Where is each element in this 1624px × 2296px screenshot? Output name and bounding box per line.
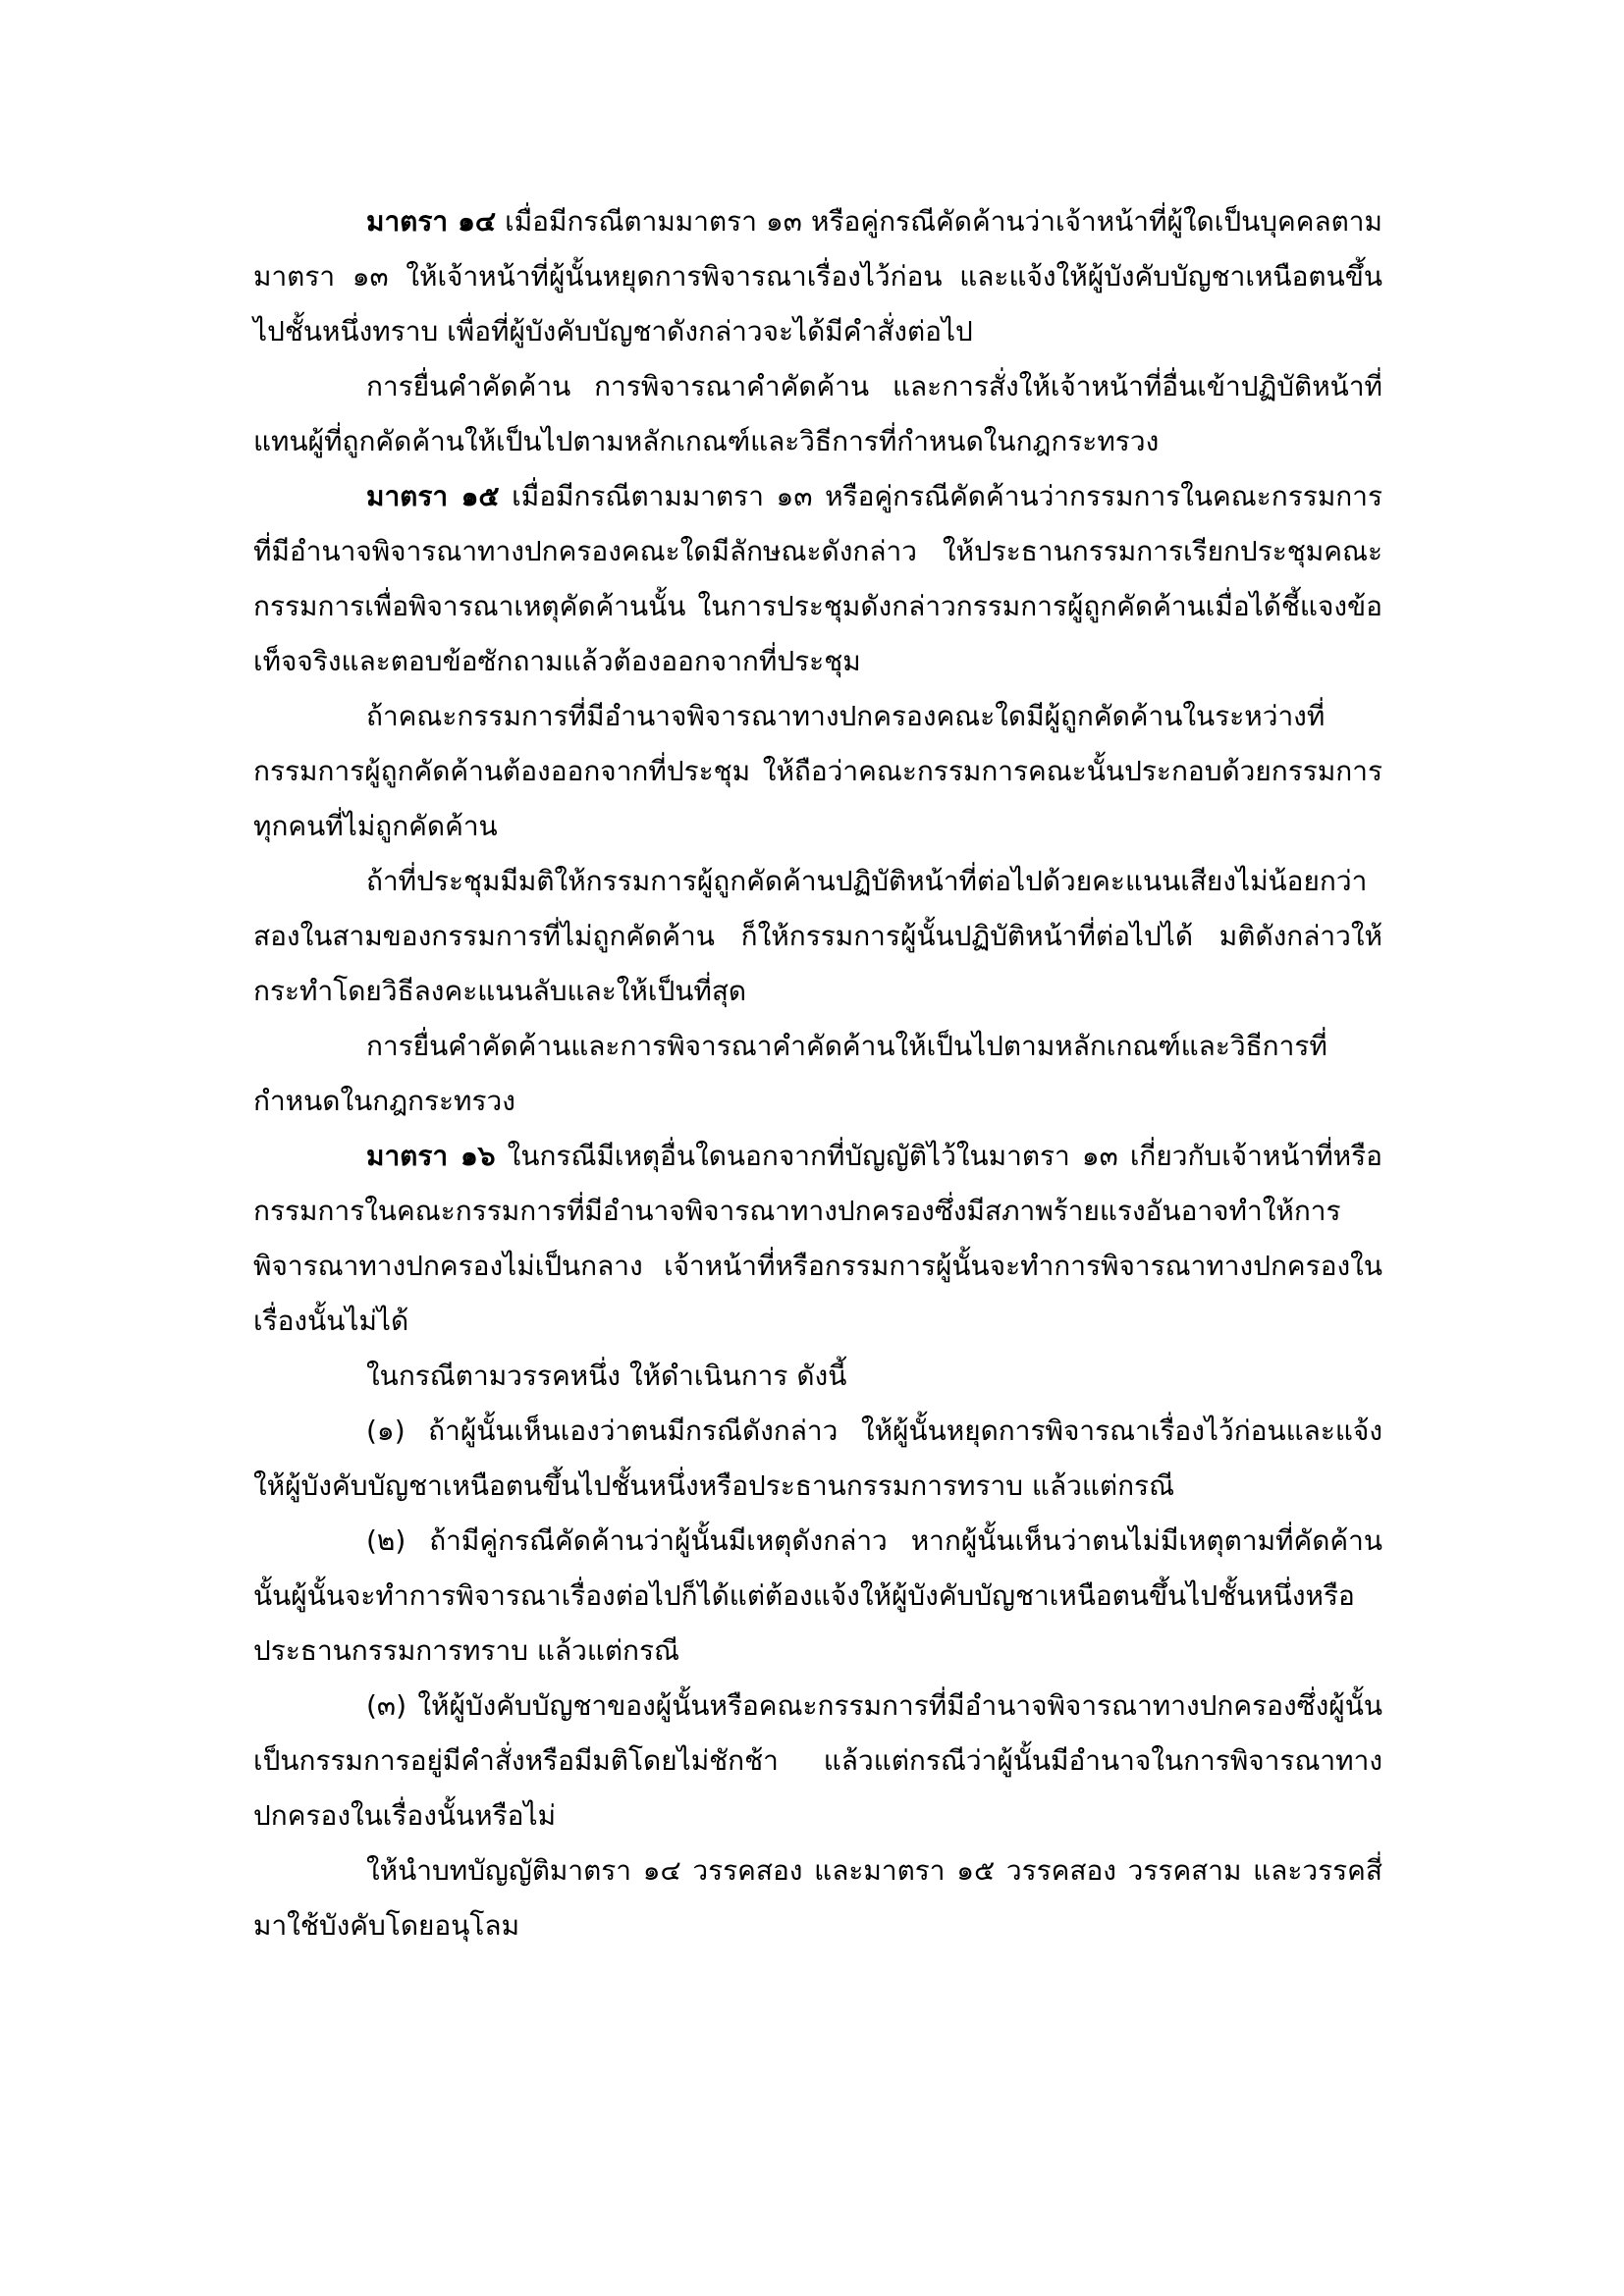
list-item: (๓) ให้ผู้บังคับบัญชาของผู้นั้นหรือคณะกรรมการที่มีอำนาจพิจารณาทางปกครองซึ่งผู้นั้นเป็นกรรมการอยู่มีคำสั่งหรือมีมติโดยไม่ชักช้า แล้วแต่กรณีว่าผู้นั้นมีอำนาจในการพิจารณาทางปกครองในเรื่องนั้นหรือไม่ bbox=[253, 1689, 1382, 1832]
paragraph: ถ้าคณะกรรมการที่มีอำนาจพิจารณาทางปกครองคณะใดมีผู้ถูกคัดค้านในระหว่างที่กรรมการผู้ถูกคัดค้านต้องออกจากที่ประชุม ให้ถือว่าคณะกรรมการคณะนั้นประกอบด้วยกรรมการทุกคนที่ไม่ถูกคัดค้าน bbox=[253, 700, 1382, 842]
paragraph-section-15 bbox=[253, 469, 1382, 689]
paragraph: ในกรณีตามวรรคหนึ่ง ให้ดำเนินการ ดังนี้ bbox=[366, 1360, 847, 1392]
paragraph-text: ในกรณีมีเหตุอื่นใดนอกจากที่บัญญัติไว้ในมาตรา ๑๓ เกี่ยวกับเจ้าหน้าที่หรือกรรมการในคณะกรรมการที่มีอำนาจพิจารณาทางปกครองซึ่งมีสภาพร้ายแรงอันอาจทำให้การพิจารณาทางปกครองไม่เป็นกลาง เจ้าหน้าที่หรือกรรมการผู้นั้นจะทำการพิจารณาทางปกครองในเรื่องนั้นไม่ได้ bbox=[253, 1140, 1382, 1337]
paragraph: ถ้าที่ประชุมมีมติให้กรรมการผู้ถูกคัดค้านปฏิบัติหน้าที่ต่อไปด้วยคะแนนเสียงไม่น้อยกว่าสองในสามของกรรมการที่ไม่ถูกคัดค้าน ก็ให้กรรมการผู้นั้นปฏิบัติหน้าที่ต่อไปได้ มติดังกล่าวให้กระทำโดยวิธีลงคะแนนลับและให้เป็นที่สุด bbox=[253, 865, 1382, 1007]
paragraph-text: เมื่อมีกรณีตามมาตรา ๑๓ หรือคู่กรณีคัดค้านว่าเจ้าหน้าที่ผู้ใดเป็นบุคคลตามมาตรา ๑๓ ให้เจ้าหน้าที่ผู้นั้นหยุดการพิจารณาเรื่องไว้ก่อน และแจ้งให้ผู้บังคับบัญชาเหนือตนขึ้นไปชั้นหนึ่งทราบ เพื่อที่ผู้บังคับบัญชาดังกล่าวจะได้มีคำสั่งต่อไป bbox=[253, 205, 1382, 347]
paragraph-section-14 bbox=[253, 194, 1382, 359]
paragraph-section-16 bbox=[253, 1129, 1382, 1349]
paragraph-text: เมื่อมีกรณีตามมาตรา ๑๓ หรือคู่กรณีคัดค้านว่ากรรมการในคณะกรรมการที่มีอำนาจพิจารณาทางปกครองคณะใดมีลักษณะดังกล่าว ให้ประธานกรรมการเรียกประชุมคณะกรรมการเพื่อพิจารณาเหตุคัดค้านนั้น ในการประชุมดังกล่าวกรรมการผู้ถูกคัดค้านเมื่อได้ชี้แจงข้อเท็จจริงและตอบข้อซักถามแล้วต้องออกจากที่ประชุม bbox=[253, 480, 1382, 677]
list-item: (๒) ถ้ามีคู่กรณีคัดค้านว่าผู้นั้นมีเหตุดังกล่าว หากผู้นั้นเห็นว่าตนไม่มีเหตุตามที่คัดค้านนั้นผู้นั้นจะทำการพิจารณาเรื่องต่อไปก็ได้แต่ต้องแจ้งให้ผู้บังคับบัญชาเหนือตนขึ้นไปชั้นหนึ่งหรือประธานกรรมการทราบ แล้วแต่กรณี bbox=[253, 1524, 1382, 1667]
list-item: (๑) ถ้าผู้นั้นเห็นเองว่าตนมีกรณีดังกล่าว ให้ผู้นั้นหยุดการพิจารณาเรื่องไว้ก่อนและแจ้งให้ผู้บังคับบัญชาเหนือตนขึ้นไปชั้นหนึ่งหรือประธานกรรมการทราบ แล้วแต่กรณี bbox=[253, 1415, 1382, 1502]
paragraph: การยื่นคำคัดค้าน การพิจารณาคำคัดค้าน และการสั่งให้เจ้าหน้าที่อื่นเข้าปฏิบัติหน้าที่แทนผู้ที่ถูกคัดค้านให้เป็นไปตามหลักเกณฑ์และวิธีการที่กำหนดในกฎกระทรวง bbox=[253, 370, 1382, 457]
section-heading: มาตรา ๑๖ bbox=[366, 1140, 496, 1172]
paragraph: การยื่นคำคัดค้านและการพิจารณาคำคัดค้านให้เป็นไปตามหลักเกณฑ์และวิธีการที่กำหนดในกฎกระทรวง bbox=[253, 1030, 1327, 1117]
section-heading: มาตรา ๑๕ bbox=[366, 480, 500, 512]
section-heading: มาตรา ๑๔ bbox=[366, 205, 497, 238]
paragraph: ให้นำบทบัญญัติมาตรา ๑๔ วรรคสอง และมาตรา ๑๕ วรรคสอง วรรคสาม และวรรคสี่มาใช้บังคับโดยอนุโลม bbox=[253, 1854, 1382, 1942]
document-body bbox=[253, 194, 1382, 1953]
